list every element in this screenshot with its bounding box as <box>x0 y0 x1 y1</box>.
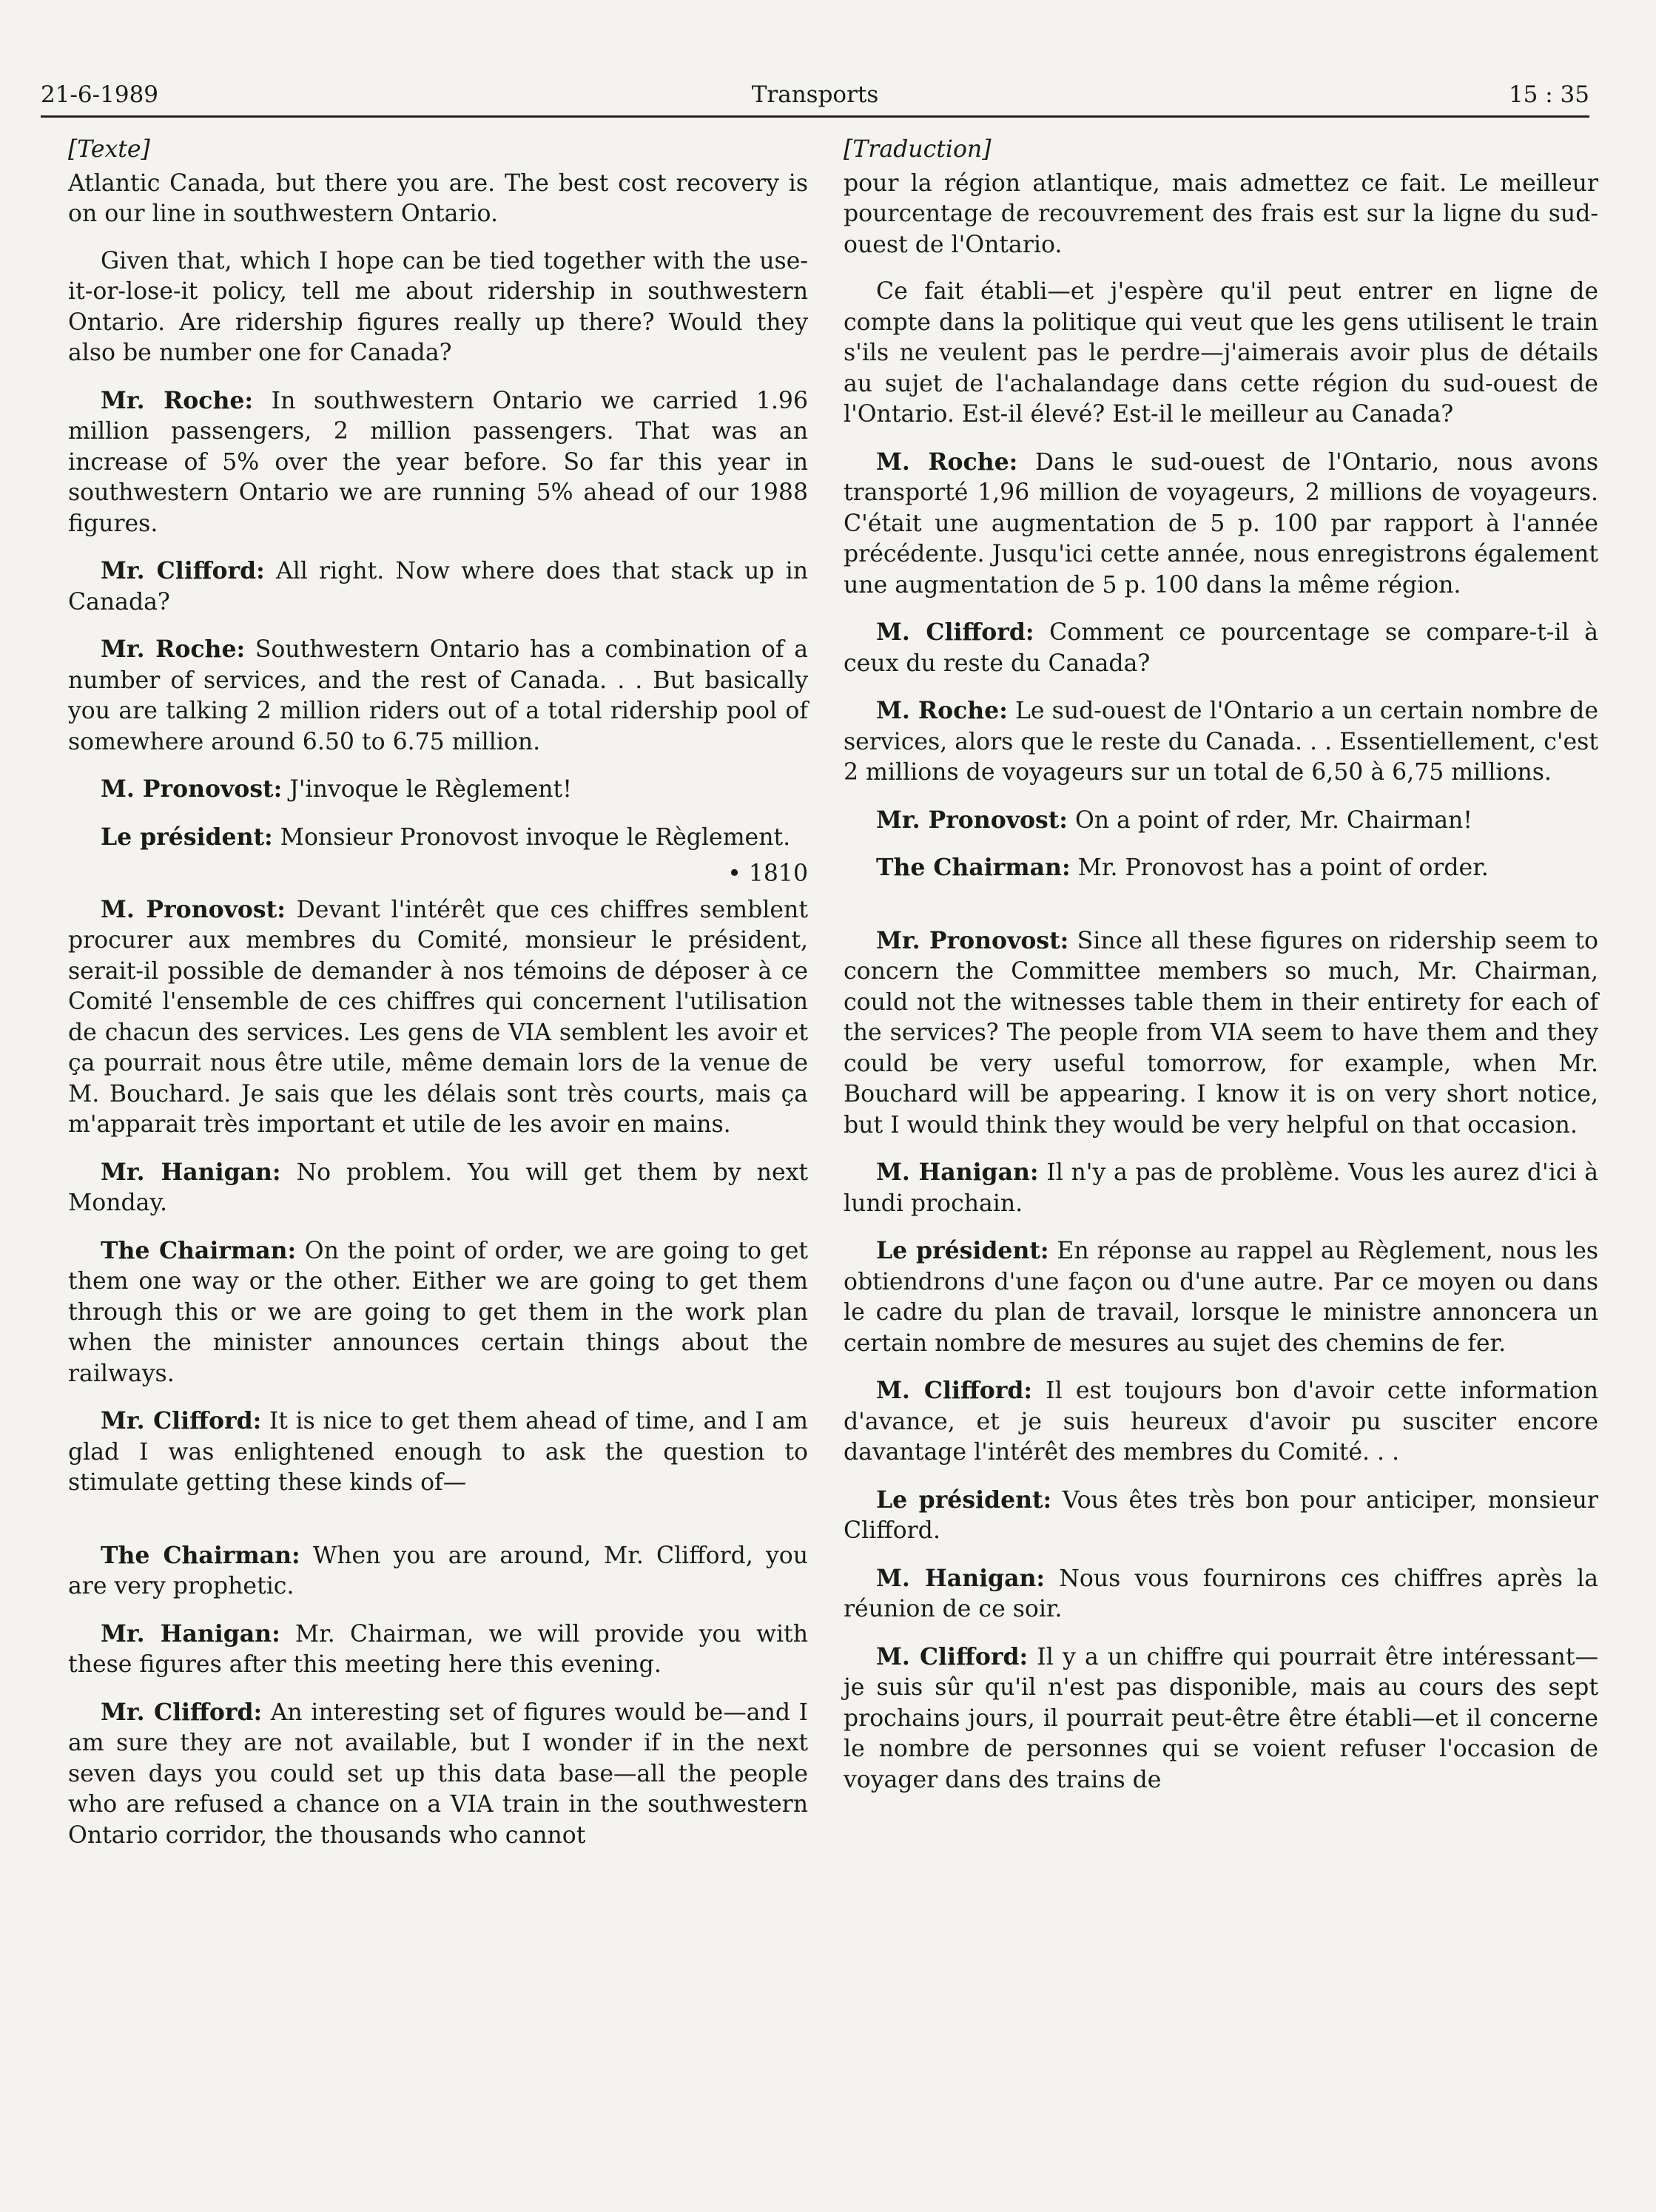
paragraph <box>844 852 1598 884</box>
speaker-name: Mr. Clifford: <box>101 1698 263 1726</box>
header-page-number: 15 : 35 <box>1508 81 1589 108</box>
speaker-name: Mr. Pronovost: <box>876 926 1069 954</box>
speaker-name: M. Clifford: <box>876 1377 1033 1404</box>
paragraph-text: When you are around, Mr. Clifford, you are very prophetic. <box>68 1542 808 1599</box>
paragraph-text: Il n'y a pas de problème. Vous les aurez d'ici à lundi prochain. <box>844 1159 1598 1217</box>
paragraph <box>68 246 808 369</box>
paragraph-text: An interesting set of figures would be—and I am sure they are not available, but I wonder if in the next seven days you could set up this data base—all the people who are refused a chance on a VIA train in the southwestern Ontario corridor, the thousands who cannot <box>68 1699 809 1849</box>
paragraph-text: Ce fait établi—et j'espère qu'il peut entrer en ligne de compte dans la politique qui veut que les gens utilisent le train s'ils ne veulent pas le perdre—j'aimerais avoir plus de détails au sujet de l'achalandage dans cette région du sud-ouest de l'Ontario. Est-il élevé? Est-il le meilleur au Canada? <box>844 278 1598 428</box>
paragraph-text: On the point of order, we are going to get them one way or the other. Either we are going to get them through this or we are going to get them in the work plan when the minister announces certain things about the railways. <box>68 1237 808 1387</box>
speaker-name: Le président: <box>876 1237 1049 1264</box>
paragraph-text: pour la région atlantique, mais admettez ce fait. Le meilleur pourcentage de recouvrement des frais est sur la ligne du sud-ouest de l'Ontario. <box>844 169 1598 258</box>
paragraph <box>844 169 1598 261</box>
paragraph-text: In southwestern Ontario we carried 1.96 million passengers, 2 million passengers. That was an increase of 5% over the year before. So far this year in southwestern Ontario we are running 5% ahead of our 1988 figures. <box>68 387 808 537</box>
speaker-name: Mr. Hanigan: <box>101 1619 280 1648</box>
paragraph <box>68 1697 808 1852</box>
speaker-name: M. Hanigan: <box>876 1159 1039 1186</box>
paragraph-text: Monsieur Pronovost invoque le Règlement. <box>272 823 791 851</box>
speaker-name: Mr. Roche: <box>101 386 254 414</box>
speaker-name: Le président: <box>101 823 273 851</box>
paragraph-text: J'invoque le Règlement! <box>282 776 572 803</box>
page-header <box>41 75 1589 118</box>
right-column <box>844 135 1598 1812</box>
paragraph <box>844 1642 1598 1796</box>
paragraph-text: Vous êtes très bon pour anticiper, monsieur Clifford. <box>844 1486 1598 1544</box>
speaker-name: M. Hanigan: <box>876 1564 1046 1592</box>
speaker-name: M. Pronovost: <box>101 895 286 923</box>
paragraph <box>844 925 1598 1142</box>
speaker-name: Mr. Roche: <box>101 635 246 663</box>
paragraph <box>844 805 1598 837</box>
paragraph <box>68 1235 808 1390</box>
speaker-name: M. Clifford: <box>876 618 1034 646</box>
left-column <box>68 135 808 1867</box>
paragraph-text: Dans le sud-ouest de l'Ontario, nous avons transporté 1,96 million de voyageurs, 2 millions de voyageurs. C'était une augmentation de 5 p. 100 par rapport à l'année précédente. Jusqu'ici cette année, nous enregistrons également une augmentation de 5 p. 100 dans la même région. <box>844 448 1599 598</box>
paragraph <box>844 447 1598 601</box>
paragraph <box>68 634 808 758</box>
speaker-name: Le président: <box>876 1486 1052 1514</box>
speaker-name: The Chairman: <box>101 1541 300 1569</box>
speaker-name: The Chairman: <box>876 854 1071 881</box>
right-section-label: [Traduction] <box>844 136 992 163</box>
paragraph <box>844 1485 1598 1547</box>
speaker-name: M. Clifford: <box>876 1642 1029 1670</box>
paragraph-text: Atlantic Canada, but there you are. The best cost recovery is on our line in southwestern Ontario. <box>68 169 808 227</box>
speaker-name: The Chairman: <box>101 1236 297 1264</box>
paragraph-text: Comment ce pourcentage se compare-t-il à ceux du reste du Canada? <box>844 619 1598 677</box>
paragraph <box>68 894 808 1141</box>
speaker-name: M. Roche: <box>876 448 1018 476</box>
paragraph <box>68 822 808 854</box>
paragraph-text: Southwestern Ontario has a combination of a number of services, and the rest of Canada. . . But basically you are talking 2 million riders out of a total ridership pool of somewhere around 6.50 to 6.75 million. <box>68 636 808 755</box>
paragraph-text: Il est toujours bon d'avoir cette information d'avance, et je suis heureux d'avoir pu susciter encore davantage l'intérêt des membres du Comité. . . <box>844 1378 1598 1466</box>
paragraph <box>844 1157 1598 1219</box>
paragraph <box>68 169 808 230</box>
speaker-name: M. Pronovost: <box>101 775 283 803</box>
paragraph-text: Mr. Chairman, we will provide you with these figures after this meeting here this evening. <box>68 1620 809 1678</box>
paragraph <box>68 1540 808 1602</box>
paragraph-text: Le sud-ouest de l'Ontario a un certain nombre de services, alors que le reste du Canada. . . Essentiellement, c'est 2 millions de voyageurs sur un total de 6,50 à 6,75 millions. <box>844 698 1598 786</box>
paragraph <box>68 1619 808 1681</box>
timestamp: • 1810 <box>727 860 808 887</box>
paragraph-text: No problem. You will get them by next Monday. <box>68 1159 809 1216</box>
paragraph-text: All right. Now where does that stack up in Canada? <box>68 558 808 616</box>
paragraph-text: Given that, which I hope can be tied together with the use-it-or-lose-it policy, tell me about ridership in southwestern Ontario. Are ridership figures really up there? Would they also be number one for Canada? <box>68 247 808 366</box>
speaker-name: Mr. Clifford: <box>101 1407 262 1434</box>
paragraph <box>68 556 808 618</box>
left-section-label: [Texte] <box>68 136 150 163</box>
paragraph <box>68 1157 808 1219</box>
paragraph <box>844 1563 1598 1625</box>
paragraph <box>68 774 808 806</box>
paragraph <box>844 1375 1598 1469</box>
speaker-name: Mr. Clifford: <box>101 557 265 584</box>
paragraph-text: En réponse au rappel au Règlement, nous les obtiendrons d'une façon ou d'une autre. Par ce moyen ou dans le cadre du plan de travail, lorsque le ministre annoncera un certain nombre de mesures au sujet des chemins de fer. <box>844 1238 1598 1357</box>
paragraph-text: Nous vous fournirons ces chiffres après la réunion de ce soir. <box>844 1565 1598 1622</box>
header-title: Transports <box>751 81 879 108</box>
header-date: 21-6-1989 <box>41 81 159 108</box>
paragraph <box>844 695 1598 789</box>
paragraph-text: On a point of rder, Mr. Chairman! <box>1067 806 1472 834</box>
paragraph <box>844 1235 1598 1359</box>
speaker-name: M. Roche: <box>876 697 1008 724</box>
paragraph <box>68 385 808 540</box>
paragraph-text: Mr. Pronovost has a point of order. <box>1070 854 1489 881</box>
paragraph <box>844 277 1598 431</box>
paragraph-text: It is nice to get them ahead of time, and I am glad I was enlightened enough to ask the question to stimulate getting these kinds of— <box>68 1408 809 1496</box>
paragraph-text: Il y a un chiffre qui pourrait être intéressant—je suis sûr qu'il n'est pas disponible, mais au cours des sept prochains jours, il pourrait peut-être être établi—et il concerne le nombre de personnes qui se voient refuser l'occasion de voyager dans des trains de <box>844 1643 1598 1793</box>
paragraph <box>844 617 1598 679</box>
paragraph-text: Since all these figures on ridership seem to concern the Committee members so much, Mr. Chairman, could not the witnesses table them in their entirety for each of the services? The people from VIA seem to have them and they could be very useful tomorrow, for example, when Mr. Bouchard will be appearing. I know it is on very short notice, but I would think they would be very helpful on that occasion. <box>844 927 1599 1139</box>
speaker-name: Mr. Hanigan: <box>101 1158 281 1186</box>
paragraph <box>68 1406 808 1499</box>
paragraph-text: Devant l'intérêt que ces chiffres semblent procurer aux membres du Comité, monsieur le président, serait-il possible de demander à nos témoins de déposer à ce Comité l'ensemble de ces chiffres qui concernent l'utilisation de chacun des services. Les gens de VIA semblent les avoir et ça pourrait nous être utile, même demain lors de la venue de M. Bouchard. Je sais que les délais sont très courts, mais ça m'apparait très important et utile de les avoir en mains. <box>68 896 809 1138</box>
speaker-name: Mr. Pronovost: <box>876 806 1068 834</box>
